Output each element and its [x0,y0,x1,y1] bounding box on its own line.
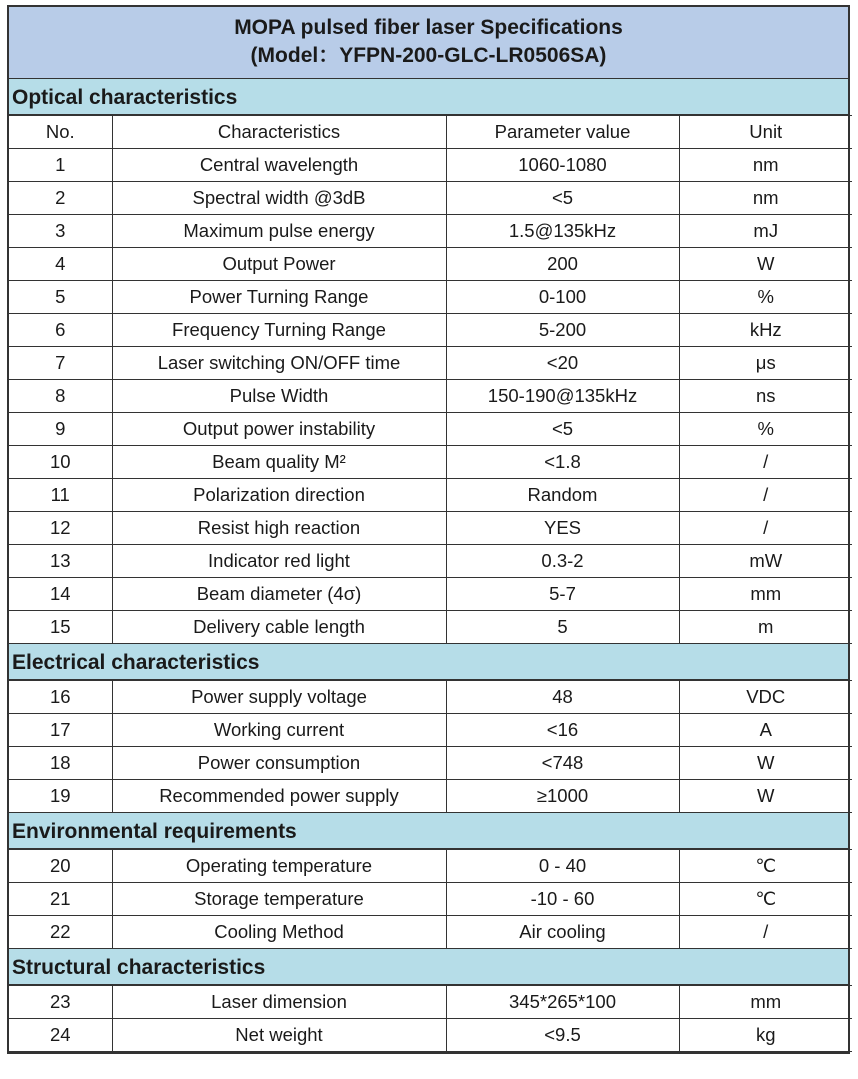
cell-unit: m [679,611,852,644]
cell-unit: mm [679,986,852,1019]
cell-characteristic: Polarization direction [112,479,446,512]
cell-parameter-value: 5-7 [446,578,679,611]
table-row [9,149,852,182]
cell-characteristic: Central wavelength [112,149,446,182]
cell-no: 4 [9,248,112,281]
cell-no: 19 [9,780,112,813]
cell-unit: % [679,281,852,314]
cell-no: 6 [9,314,112,347]
cell-unit: kHz [679,314,852,347]
cell-characteristic: Indicator red light [112,545,446,578]
cell-characteristic: Delivery cable length [112,611,446,644]
table-row [9,248,852,281]
table-row [9,479,852,512]
cell-unit: μs [679,347,852,380]
cell-parameter-value: -10 - 60 [446,883,679,916]
table-row [9,747,852,780]
cell-parameter-value: <20 [446,347,679,380]
cell-parameter-value: 5 [446,611,679,644]
cell-no: 23 [9,986,112,1019]
cell-no: 10 [9,446,112,479]
spec-table [9,849,852,949]
cell-characteristic: Maximum pulse energy [112,215,446,248]
table-row [9,380,852,413]
cell-unit: W [679,780,852,813]
cell-characteristic: Resist high reaction [112,512,446,545]
cell-characteristic: Net weight [112,1019,446,1052]
cell-unit: / [679,512,852,545]
spec-table [9,985,852,1052]
cell-parameter-value: 1.5@135kHz [446,215,679,248]
table-row [9,215,852,248]
cell-characteristic: Working current [112,714,446,747]
table-row [9,916,852,949]
cell-unit: mW [679,545,852,578]
cell-characteristic: Recommended power supply [112,780,446,813]
cell-parameter-value: 150-190@135kHz [446,380,679,413]
header-cell-parameter-value: Parameter value [446,116,679,149]
spec-sections [9,79,848,1052]
cell-no: 2 [9,182,112,215]
cell-parameter-value: 0-100 [446,281,679,314]
cell-parameter-value: <16 [446,714,679,747]
table-row [9,780,852,813]
cell-no: 13 [9,545,112,578]
cell-characteristic: Frequency Turning Range [112,314,446,347]
cell-parameter-value: 0 - 40 [446,850,679,883]
cell-no: 3 [9,215,112,248]
section-heading: Structural characteristics [9,949,848,985]
cell-parameter-value: 0.3-2 [446,545,679,578]
table-row [9,446,852,479]
cell-parameter-value: <748 [446,747,679,780]
title-line-2: (Model：YFPN-200-GLC-LR0506SA) [250,44,607,67]
cell-unit: nm [679,182,852,215]
spec-table [9,680,852,813]
cell-characteristic: Cooling Method [112,916,446,949]
cell-characteristic: Laser switching ON/OFF time [112,347,446,380]
table-row [9,281,852,314]
cell-unit: ns [679,380,852,413]
cell-unit: ℃ [679,850,852,883]
cell-no: 7 [9,347,112,380]
cell-unit: A [679,714,852,747]
cell-parameter-value: 200 [446,248,679,281]
cell-characteristic: Output Power [112,248,446,281]
cell-unit: / [679,916,852,949]
table-row [9,883,852,916]
table-row [9,545,852,578]
section-heading: Environmental requirements [9,813,848,849]
cell-unit: / [679,446,852,479]
cell-parameter-value: <5 [446,413,679,446]
cell-parameter-value: <1.8 [446,446,679,479]
cell-no: 24 [9,1019,112,1052]
header-cell-no: No. [9,116,112,149]
cell-unit: mJ [679,215,852,248]
cell-characteristic: Pulse Width [112,380,446,413]
cell-parameter-value: <5 [446,182,679,215]
cell-no: 1 [9,149,112,182]
table-row [9,714,852,747]
cell-no: 5 [9,281,112,314]
cell-parameter-value: 48 [446,681,679,714]
cell-parameter-value: 5-200 [446,314,679,347]
cell-no: 16 [9,681,112,714]
cell-unit: % [679,413,852,446]
cell-characteristic: Beam quality M² [112,446,446,479]
section-heading: Electrical characteristics [9,644,848,680]
spec-title [9,7,848,79]
cell-no: 20 [9,850,112,883]
header-cell-characteristic: Characteristics [112,116,446,149]
cell-parameter-value: YES [446,512,679,545]
table-row [9,850,852,883]
table-row [9,681,852,714]
cell-no: 21 [9,883,112,916]
cell-unit: VDC [679,681,852,714]
cell-characteristic: Output power instability [112,413,446,446]
cell-unit: / [679,479,852,512]
table-row [9,512,852,545]
table-row [9,413,852,446]
cell-characteristic: Power consumption [112,747,446,780]
cell-parameter-value: 1060-1080 [446,149,679,182]
section-heading: Optical characteristics [9,79,848,115]
cell-characteristic: Storage temperature [112,883,446,916]
cell-characteristic: Power Turning Range [112,281,446,314]
header-cell-unit: Unit [679,116,852,149]
cell-characteristic: Laser dimension [112,986,446,1019]
table-row [9,182,852,215]
cell-parameter-value: Air cooling [446,916,679,949]
table-row [9,611,852,644]
cell-parameter-value: <9.5 [446,1019,679,1052]
cell-no: 14 [9,578,112,611]
cell-no: 9 [9,413,112,446]
spec-sheet [7,5,850,1054]
table-row [9,986,852,1019]
cell-no: 17 [9,714,112,747]
cell-unit: nm [679,149,852,182]
cell-characteristic: Beam diameter (4σ) [112,578,446,611]
cell-characteristic: Operating temperature [112,850,446,883]
cell-no: 11 [9,479,112,512]
cell-no: 8 [9,380,112,413]
table-header-row [9,116,852,149]
table-row [9,1019,852,1052]
cell-parameter-value: Random [446,479,679,512]
cell-parameter-value: ≥1000 [446,780,679,813]
table-row [9,578,852,611]
table-row [9,314,852,347]
cell-no: 15 [9,611,112,644]
cell-characteristic: Power supply voltage [112,681,446,714]
cell-no: 22 [9,916,112,949]
table-row [9,347,852,380]
cell-unit: ℃ [679,883,852,916]
spec-table [9,115,852,644]
cell-unit: W [679,747,852,780]
cell-unit: W [679,248,852,281]
cell-no: 18 [9,747,112,780]
title-line-1: MOPA pulsed fiber laser Specifications [234,16,623,39]
cell-unit: mm [679,578,852,611]
cell-characteristic: Spectral width @3dB [112,182,446,215]
cell-unit: kg [679,1019,852,1052]
cell-parameter-value: 345*265*100 [446,986,679,1019]
cell-no: 12 [9,512,112,545]
